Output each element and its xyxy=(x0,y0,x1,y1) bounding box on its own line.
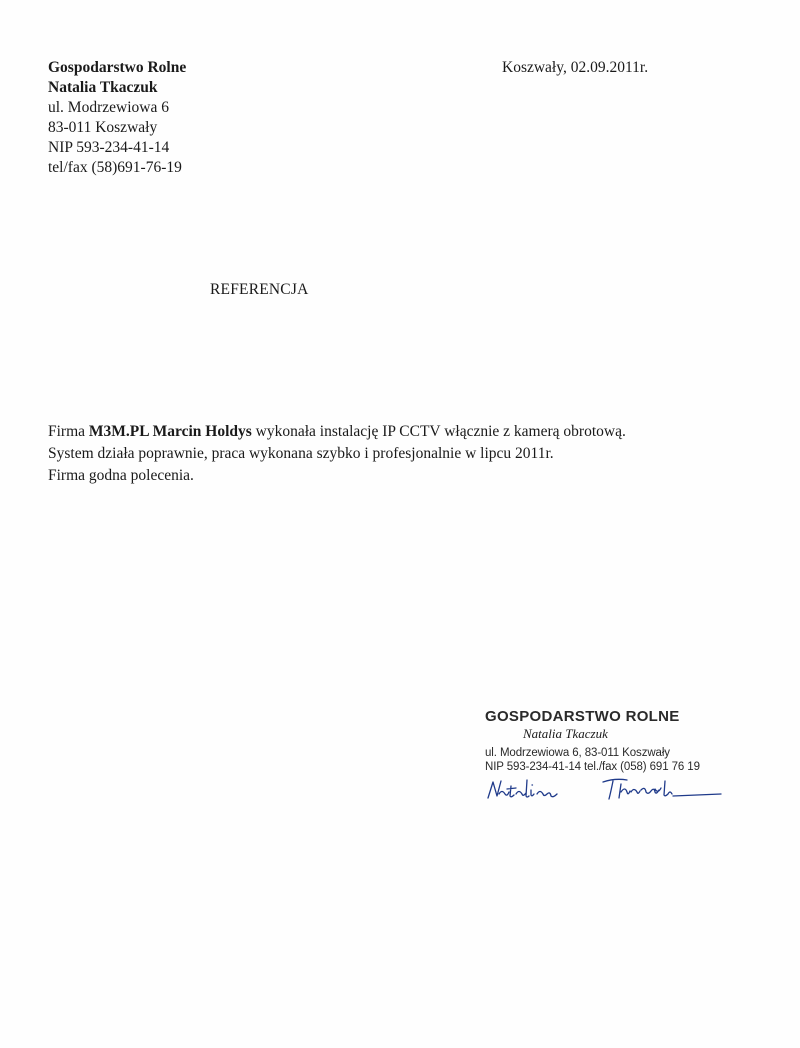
letter-date: Koszwały, 02.09.2011r. xyxy=(502,59,649,76)
body-line-1-prefix: Firma xyxy=(48,423,89,440)
sender-person-name: Natalia Tkaczuk xyxy=(48,79,158,96)
company-name: M3M.PL Marcin Holdys xyxy=(88,423,252,440)
document-title: REFERENCJA xyxy=(210,281,309,298)
body-line-1 xyxy=(48,421,748,443)
letter-body xyxy=(48,421,748,487)
handwritten-signature xyxy=(485,772,725,812)
company-stamp xyxy=(485,708,715,774)
sender-city: 83-011 Koszwały xyxy=(48,119,158,136)
sender-address-block xyxy=(48,58,186,178)
stamp-header: GOSPODARSTWO ROLNE xyxy=(485,708,680,725)
signature-first-name-stroke xyxy=(488,780,557,798)
signature-last-name-stroke xyxy=(603,779,721,799)
stamp-address: ul. Modrzewiowa 6, 83-011 Koszwały xyxy=(485,747,670,759)
sender-nip: NIP 593-234-41-14 xyxy=(48,139,170,156)
stamp-contact: NIP 593-234-41-14 tel./fax (058) 691 76 19 xyxy=(485,761,700,773)
sender-street: ul. Modrzewiowa 6 xyxy=(48,99,169,116)
body-line-2: System działa poprawnie, praca wykonana szybko i profesjonalnie w lipcu 2011r. xyxy=(48,445,554,462)
body-line-1-suffix: wykonała instalację IP CCTV włącznie z kamerą obrotową. xyxy=(251,423,626,440)
sender-org-name: Gospodarstwo Rolne xyxy=(48,59,187,76)
sender-phone: tel/fax (58)691-76-19 xyxy=(48,159,182,176)
stamp-name: Natalia Tkaczuk xyxy=(523,726,608,741)
body-line-3: Firma godna polecenia. xyxy=(48,467,194,484)
